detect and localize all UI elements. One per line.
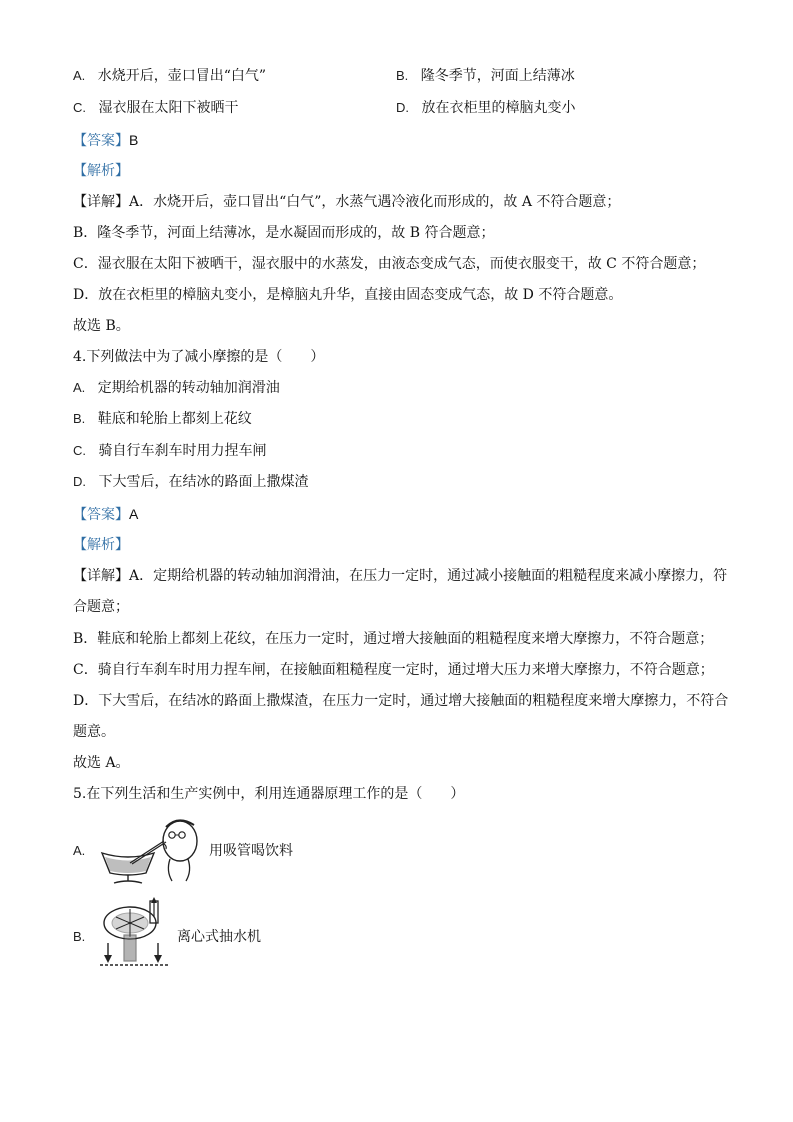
- centrifugal-pump-icon: [100, 895, 172, 970]
- q4-option-a-letter: A.: [73, 380, 86, 395]
- q3-answer: [73, 129, 138, 151]
- q4-option-b-letter: B.: [73, 411, 86, 426]
- q3-option-c-letter: C.: [73, 100, 86, 115]
- q4-answer: [73, 503, 138, 525]
- q4-option-c-text: 骑自行车刹车时用力捏车闸: [98, 443, 267, 459]
- q4-detail-line-4: C．骑自行车刹车时用力捏车闸，在接触面粗糙程度一定时，通过增大压力来增大摩擦力，不符合题意；: [73, 662, 714, 678]
- q3-option-d: [396, 97, 575, 119]
- q4-analysis-tag: [73, 534, 129, 556]
- q4-detail-line-6: 题意。: [73, 724, 115, 740]
- q3-detail-text-1: A．水烧开后，壶口冒出“白气”，水蒸气遇冷液化而形成的，故 A 不符合题意；: [129, 194, 621, 210]
- q4-option-a: [73, 377, 280, 399]
- q3-analysis-label: 【解析】: [73, 163, 129, 179]
- q4-option-d-text: 下大雪后，在结冰的路面上撒煤渣: [98, 474, 309, 490]
- q4-question: 4.下列做法中为了减小摩擦的是（ ）: [73, 349, 325, 365]
- q4-detail-text-1: A．定期给机器的转动轴加润滑油，在压力一定时，通过减小接触面的粗糙程度来减小摩擦力，符: [129, 568, 728, 584]
- q5-option-a-text: 用吸管喝饮料: [209, 843, 293, 859]
- q3-option-d-text: 放在衣柜里的樟脑丸变小: [421, 100, 576, 116]
- q4-detail-line-5: D．下大雪后，在结冰的路面上撒煤渣，在压力一定时，通过增大接触面的粗糙程度来增大摩擦力，不符合: [73, 693, 729, 709]
- q3-option-d-letter: D.: [396, 100, 409, 115]
- q5-question: 5.在下列生活和生产实例中，利用连通器原理工作的是（ ）: [73, 786, 465, 802]
- q4-option-c: [73, 440, 266, 462]
- q3-conclusion: 故选 B。: [73, 318, 130, 334]
- q3-detail-line-2: B．隆冬季节，河面上结薄冰，是水凝固而形成的，故 B 符合题意；: [73, 225, 495, 241]
- q3-option-c: [73, 97, 238, 119]
- q3-option-b: [396, 65, 575, 87]
- q4-option-b: [73, 408, 252, 430]
- q3-detail-line-3: C．湿衣服在太阳下被晒干，湿衣服中的水蒸发，由液态变成气态，而使衣服变干，故 C 不符合题意；: [73, 256, 706, 272]
- q4-option-d: [73, 471, 308, 493]
- q4-detail-line-2: 合题意；: [73, 599, 129, 615]
- q4-detail-line-3: B．鞋底和轮胎上都刻上花纹，在压力一定时，通过增大接触面的粗糙程度来增大摩擦力，不符合题意；: [73, 631, 714, 647]
- q4-detail-line-1: [73, 565, 727, 587]
- q3-option-c-text: 湿衣服在太阳下被晒干: [98, 100, 239, 116]
- q3-option-a-letter: A.: [73, 68, 86, 83]
- q4-conclusion: 故选 A。: [73, 755, 130, 771]
- q3-detail-tag: 【详解】: [73, 194, 129, 210]
- q5-option-b-text: 离心式抽水机: [177, 929, 261, 945]
- q3-detail-line-1: [73, 191, 620, 213]
- q3-option-a: [73, 65, 266, 87]
- q3-detail-line-4: D．放在衣柜里的樟脑丸变小，是樟脑丸升华，直接由固态变成气态，故 D 不符合题意。: [73, 287, 623, 303]
- q3-option-a-text: 水烧开后，壶口冒出“白气”: [97, 68, 267, 84]
- q5-option-b-letter: [73, 926, 85, 948]
- person-drinking-straw-icon: [100, 815, 200, 887]
- q4-option-b-text: 鞋底和轮胎上都刻上花纹: [97, 411, 252, 427]
- q5-option-a-letter: [73, 840, 85, 862]
- q3-option-b-letter: B.: [396, 68, 409, 83]
- q4-option-a-text: 定期给机器的转动轴加润滑油: [97, 380, 280, 396]
- q3-option-b-text: 隆冬季节，河面上结薄冰: [420, 68, 575, 84]
- q3-analysis-tag: [73, 160, 129, 182]
- q4-analysis-label: 【解析】: [73, 537, 129, 553]
- q5-option-b-letter-text: B.: [73, 929, 86, 944]
- q4-detail-tag: 【详解】: [73, 568, 129, 584]
- q4-option-d-letter: D.: [73, 474, 86, 489]
- q4-answer-tag: 【答案】: [73, 507, 129, 523]
- q4-answer-letter: A: [129, 506, 139, 522]
- q5-option-a-letter-text: A.: [73, 843, 86, 858]
- q3-answer-tag: 【答案】: [73, 133, 129, 149]
- q4-option-c-letter: C.: [73, 443, 86, 458]
- q3-answer-letter: B: [129, 132, 139, 148]
